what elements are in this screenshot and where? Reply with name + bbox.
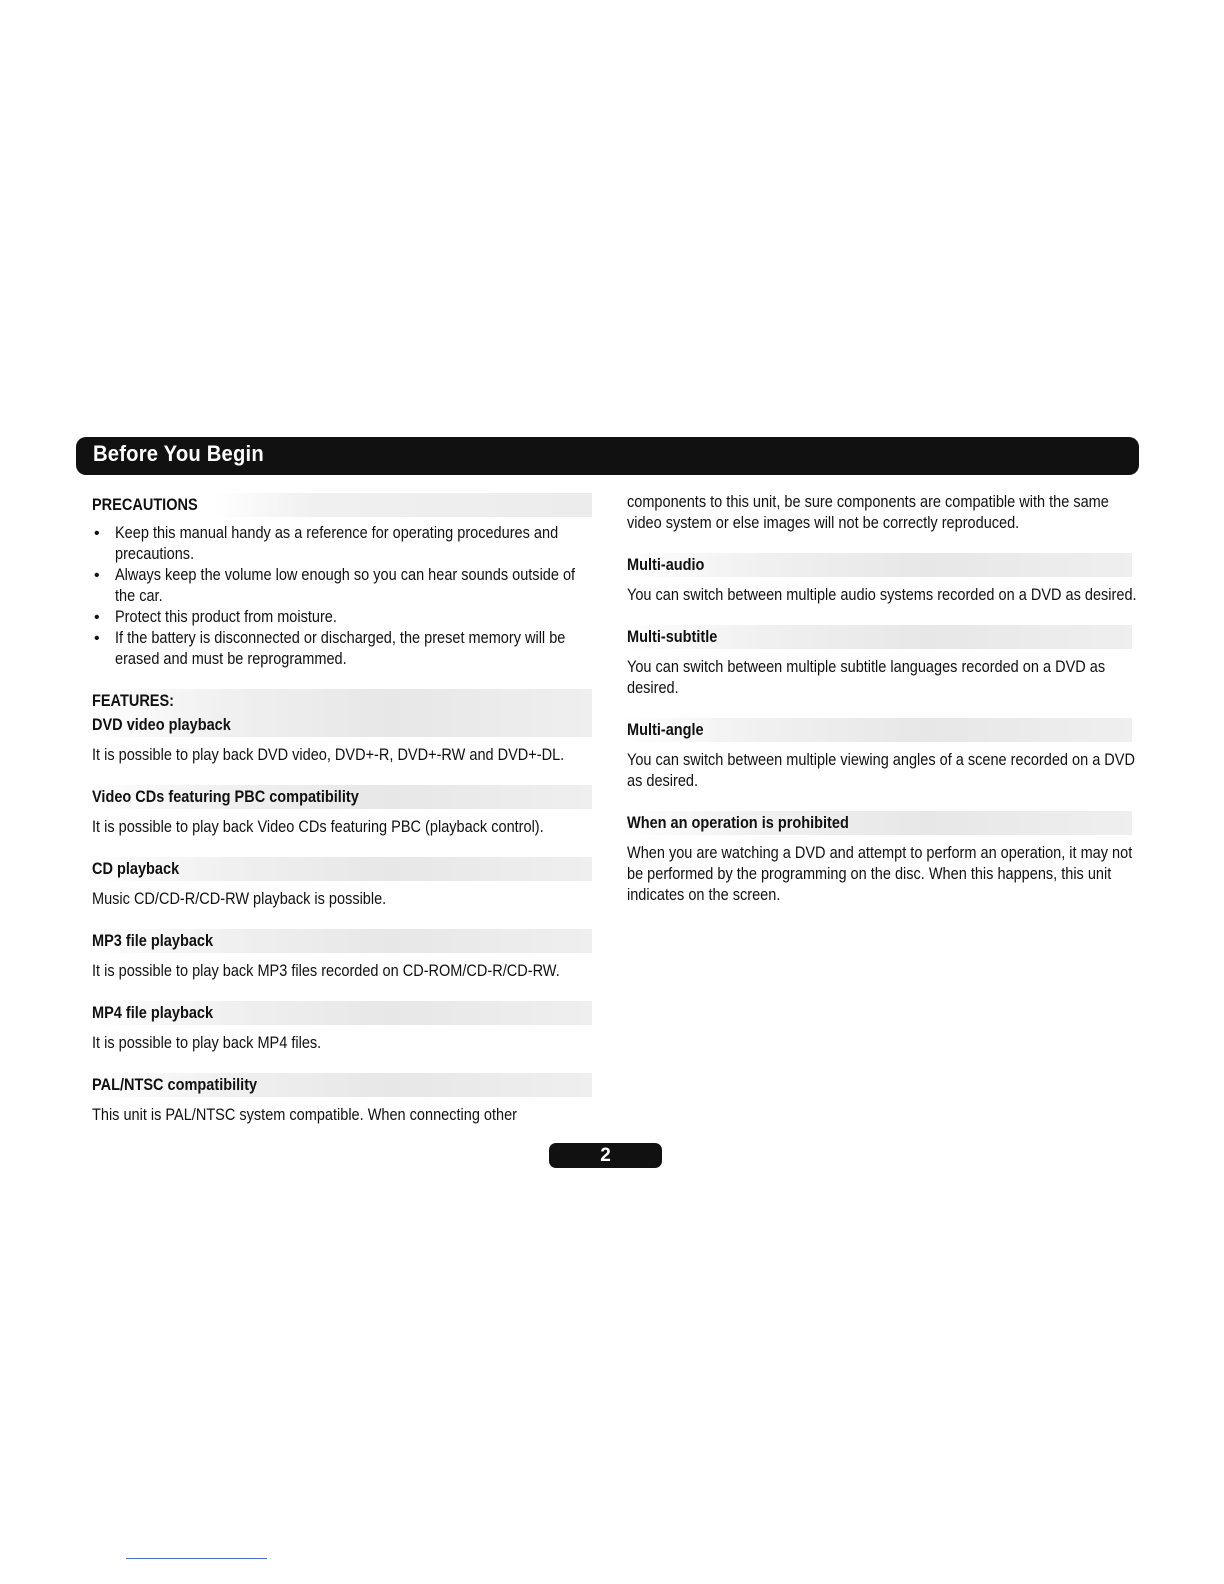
banner-title: Before You Begin: [93, 441, 264, 466]
feature-heading-multi-subtitle: Multi-subtitle: [621, 625, 1132, 649]
feature-body-cd: Music CD/CD-R/CD-RW playback is possible.: [92, 890, 387, 908]
feature-body-pal-ntsc: This unit is PAL/NTSC system compatible. When connecting other: [92, 1106, 518, 1124]
list-item: • If the battery is disconnected or discharged, the preset memory will be erased and must be reprogrammed.: [92, 628, 592, 670]
feature-body-mp3: It is possible to play back MP3 files recorded on CD-ROM/CD-R/CD-RW.: [92, 962, 560, 980]
feature-heading-multi-audio: Multi-audio: [621, 553, 1132, 577]
list-item: • Always keep the volume low enough so you can hear sounds outside of the car.: [92, 565, 592, 607]
feature-heading-multi-angle: Multi-angle: [621, 718, 1132, 742]
feature-body-multi-subtitle: You can switch between multiple subtitle languages recorded on a DVD as desired.: [627, 658, 1106, 697]
precautions-heading: PRECAUTIONS: [86, 493, 592, 517]
feature-body-multi-angle: You can switch between multiple viewing angles of a scene recorded on a DVD as desired.: [627, 751, 1135, 790]
feature-heading-mp4: MP4 file playback: [86, 1001, 592, 1025]
feature-heading-operation-prohibited: When an operation is prohibited: [621, 811, 1132, 835]
right-column: [627, 492, 1137, 906]
precautions-list: [92, 523, 592, 670]
feature-heading-dvd-video: DVD video playback: [86, 713, 592, 737]
feature-body-mp4: It is possible to play back MP4 files.: [92, 1034, 322, 1052]
page-number: 2: [549, 1143, 662, 1168]
footer-rule: [126, 1558, 267, 1559]
left-column: [92, 493, 592, 1126]
list-item: • Keep this manual handy as a reference for operating procedures and precautions.: [92, 523, 592, 565]
feature-body-multi-audio: You can switch between multiple audio systems recorded on a DVD as desired.: [627, 586, 1137, 604]
feature-heading-video-cd: Video CDs featuring PBC compatibility: [86, 785, 592, 809]
feature-body-operation-prohibited: When you are watching a DVD and attempt to perform an operation, it may not be performed by the programming on the disc. When this happens, this unit indicates on the screen.: [627, 844, 1133, 904]
feature-heading-mp3: MP3 file playback: [86, 929, 592, 953]
feature-heading-pal-ntsc: PAL/NTSC compatibility: [86, 1073, 592, 1097]
list-item: • Protect this product from moisture.: [92, 607, 592, 628]
section-banner: [76, 437, 1139, 475]
continued-paragraph: components to this unit, be sure components are compatible with the same video system or else images will not be correctly reproduced.: [627, 493, 1109, 532]
feature-body-video-cd: It is possible to play back Video CDs featuring PBC (playback control).: [92, 818, 544, 836]
feature-body-dvd-video: It is possible to play back DVD video, DVD+-R, DVD+-RW and DVD+-DL.: [92, 746, 565, 764]
features-heading: FEATURES:: [86, 689, 592, 713]
feature-heading-cd: CD playback: [86, 857, 592, 881]
